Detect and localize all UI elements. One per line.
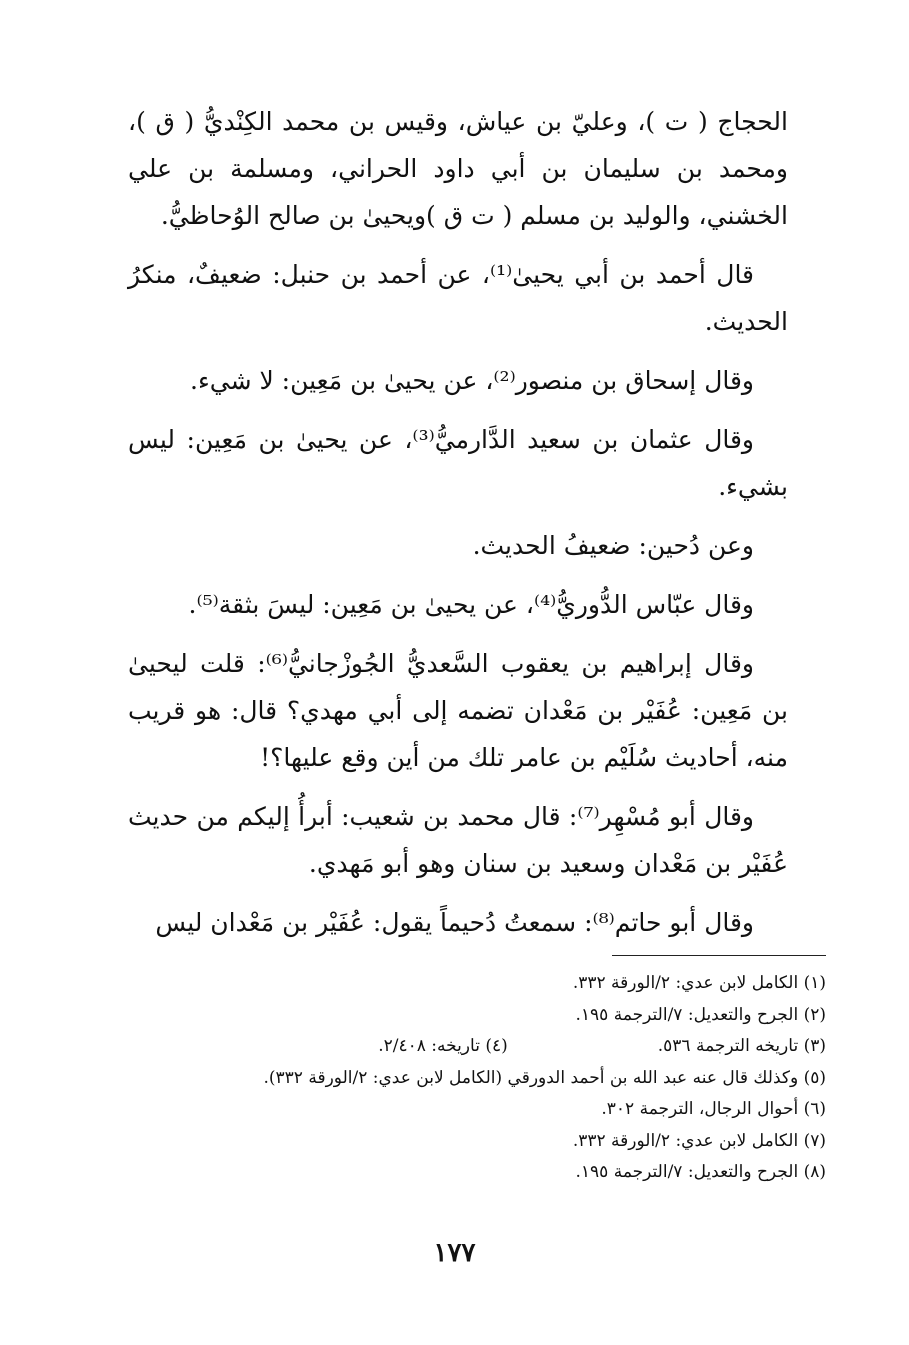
page-number: ١٧٧ bbox=[433, 1238, 476, 1268]
footnote-1: (١) الكامل لابن عدي: ٢/الورقة ٣٣٢. bbox=[572, 973, 826, 993]
footnote-3: (٣) تاريخه الترجمة ٥٣٦. bbox=[657, 1036, 826, 1056]
footnote-row-3-4 bbox=[110, 1031, 826, 1063]
paragraph-2: قال أحمد بن أبي يحيىٰ⁽¹⁾، عن أحمد بن حنبل: ضعيفٌ، منكرُ الحديث. bbox=[128, 260, 788, 336]
footnote-4: (٤) تاريخه: ٢/٤٠٨. bbox=[378, 1036, 508, 1056]
footnote-6: (٦) أحوال الرجال، الترجمة ٣٠٢. bbox=[601, 1099, 826, 1119]
paragraph-7: وقال إبراهيم بن يعقوب السَّعديُّ الجُوزْجانيُّ⁽⁶⁾: قلت ليحيىٰ بن مَعِين: عُفَيْر بن مَعْدان تضمه إلى أبي مهدي؟ قال: هو قريب منه، أحاديث سُلَيْم بن عامر تلك من أين وقع عليها؟! bbox=[128, 649, 788, 772]
footnote-8: (٨) الجرح والتعديل: ٧/الترجمة ١٩٥. bbox=[575, 1162, 826, 1182]
paragraph-6: وقال عبّاس الدُّوريُّ⁽⁴⁾، عن يحيىٰ بن مَعِين: ليسَ بثقة⁽⁵⁾. bbox=[188, 590, 754, 619]
paragraph-8: وقال أبو مُسْهِر⁽⁷⁾: قال محمد بن شعيب: أبرأُ إليكم من حديث عُفَيْر بن مَعْدان وسعيد بن سنان وهو أبو مَهدي. bbox=[128, 802, 788, 878]
main-text bbox=[128, 98, 788, 958]
paragraph-9: وقال أبو حاتم⁽⁸⁾: سمعتُ دُحيماً يقول: عُفَيْر بن مَعْدان ليس bbox=[155, 908, 754, 937]
paragraph-5: وعن دُحين: ضعيفُ الحديث. bbox=[472, 531, 754, 560]
paragraph-4: وقال عثمان بن سعيد الدَّارميُّ⁽³⁾، عن يحيىٰ بن مَعِين: ليس بشيء. bbox=[128, 425, 788, 501]
footnotes bbox=[110, 968, 826, 1189]
footnote-5: (٥) وكذلك قال عنه عبد الله بن أحمد الدورقي (الكامل لابن عدي: ٢/الورقة ٣٣٢). bbox=[263, 1067, 826, 1088]
footnote-divider bbox=[612, 955, 826, 956]
paragraph-3: وقال إسحاق بن منصور⁽²⁾، عن يحيىٰ بن مَعِين: لا شيء. bbox=[190, 366, 754, 395]
footnote-7: (٧) الكامل لابن عدي: ٢/الورقة ٣٣٢. bbox=[572, 1130, 826, 1151]
footnote-2: (٢) الجرح والتعديل: ٧/الترجمة ١٩٥. bbox=[575, 1004, 826, 1025]
paragraph-1: الحجاج ( ت )، وعليّ بن عياش، وقيس بن محمد الكِنْديُّ ( ق )، ومحمد بن سليمان بن أبي داود الحراني، ومسلمة بن علي الخشني، والوليد بن مسلم ( ت ق )ويحيىٰ بن صالح الوُحاظيُّ. bbox=[128, 107, 788, 230]
